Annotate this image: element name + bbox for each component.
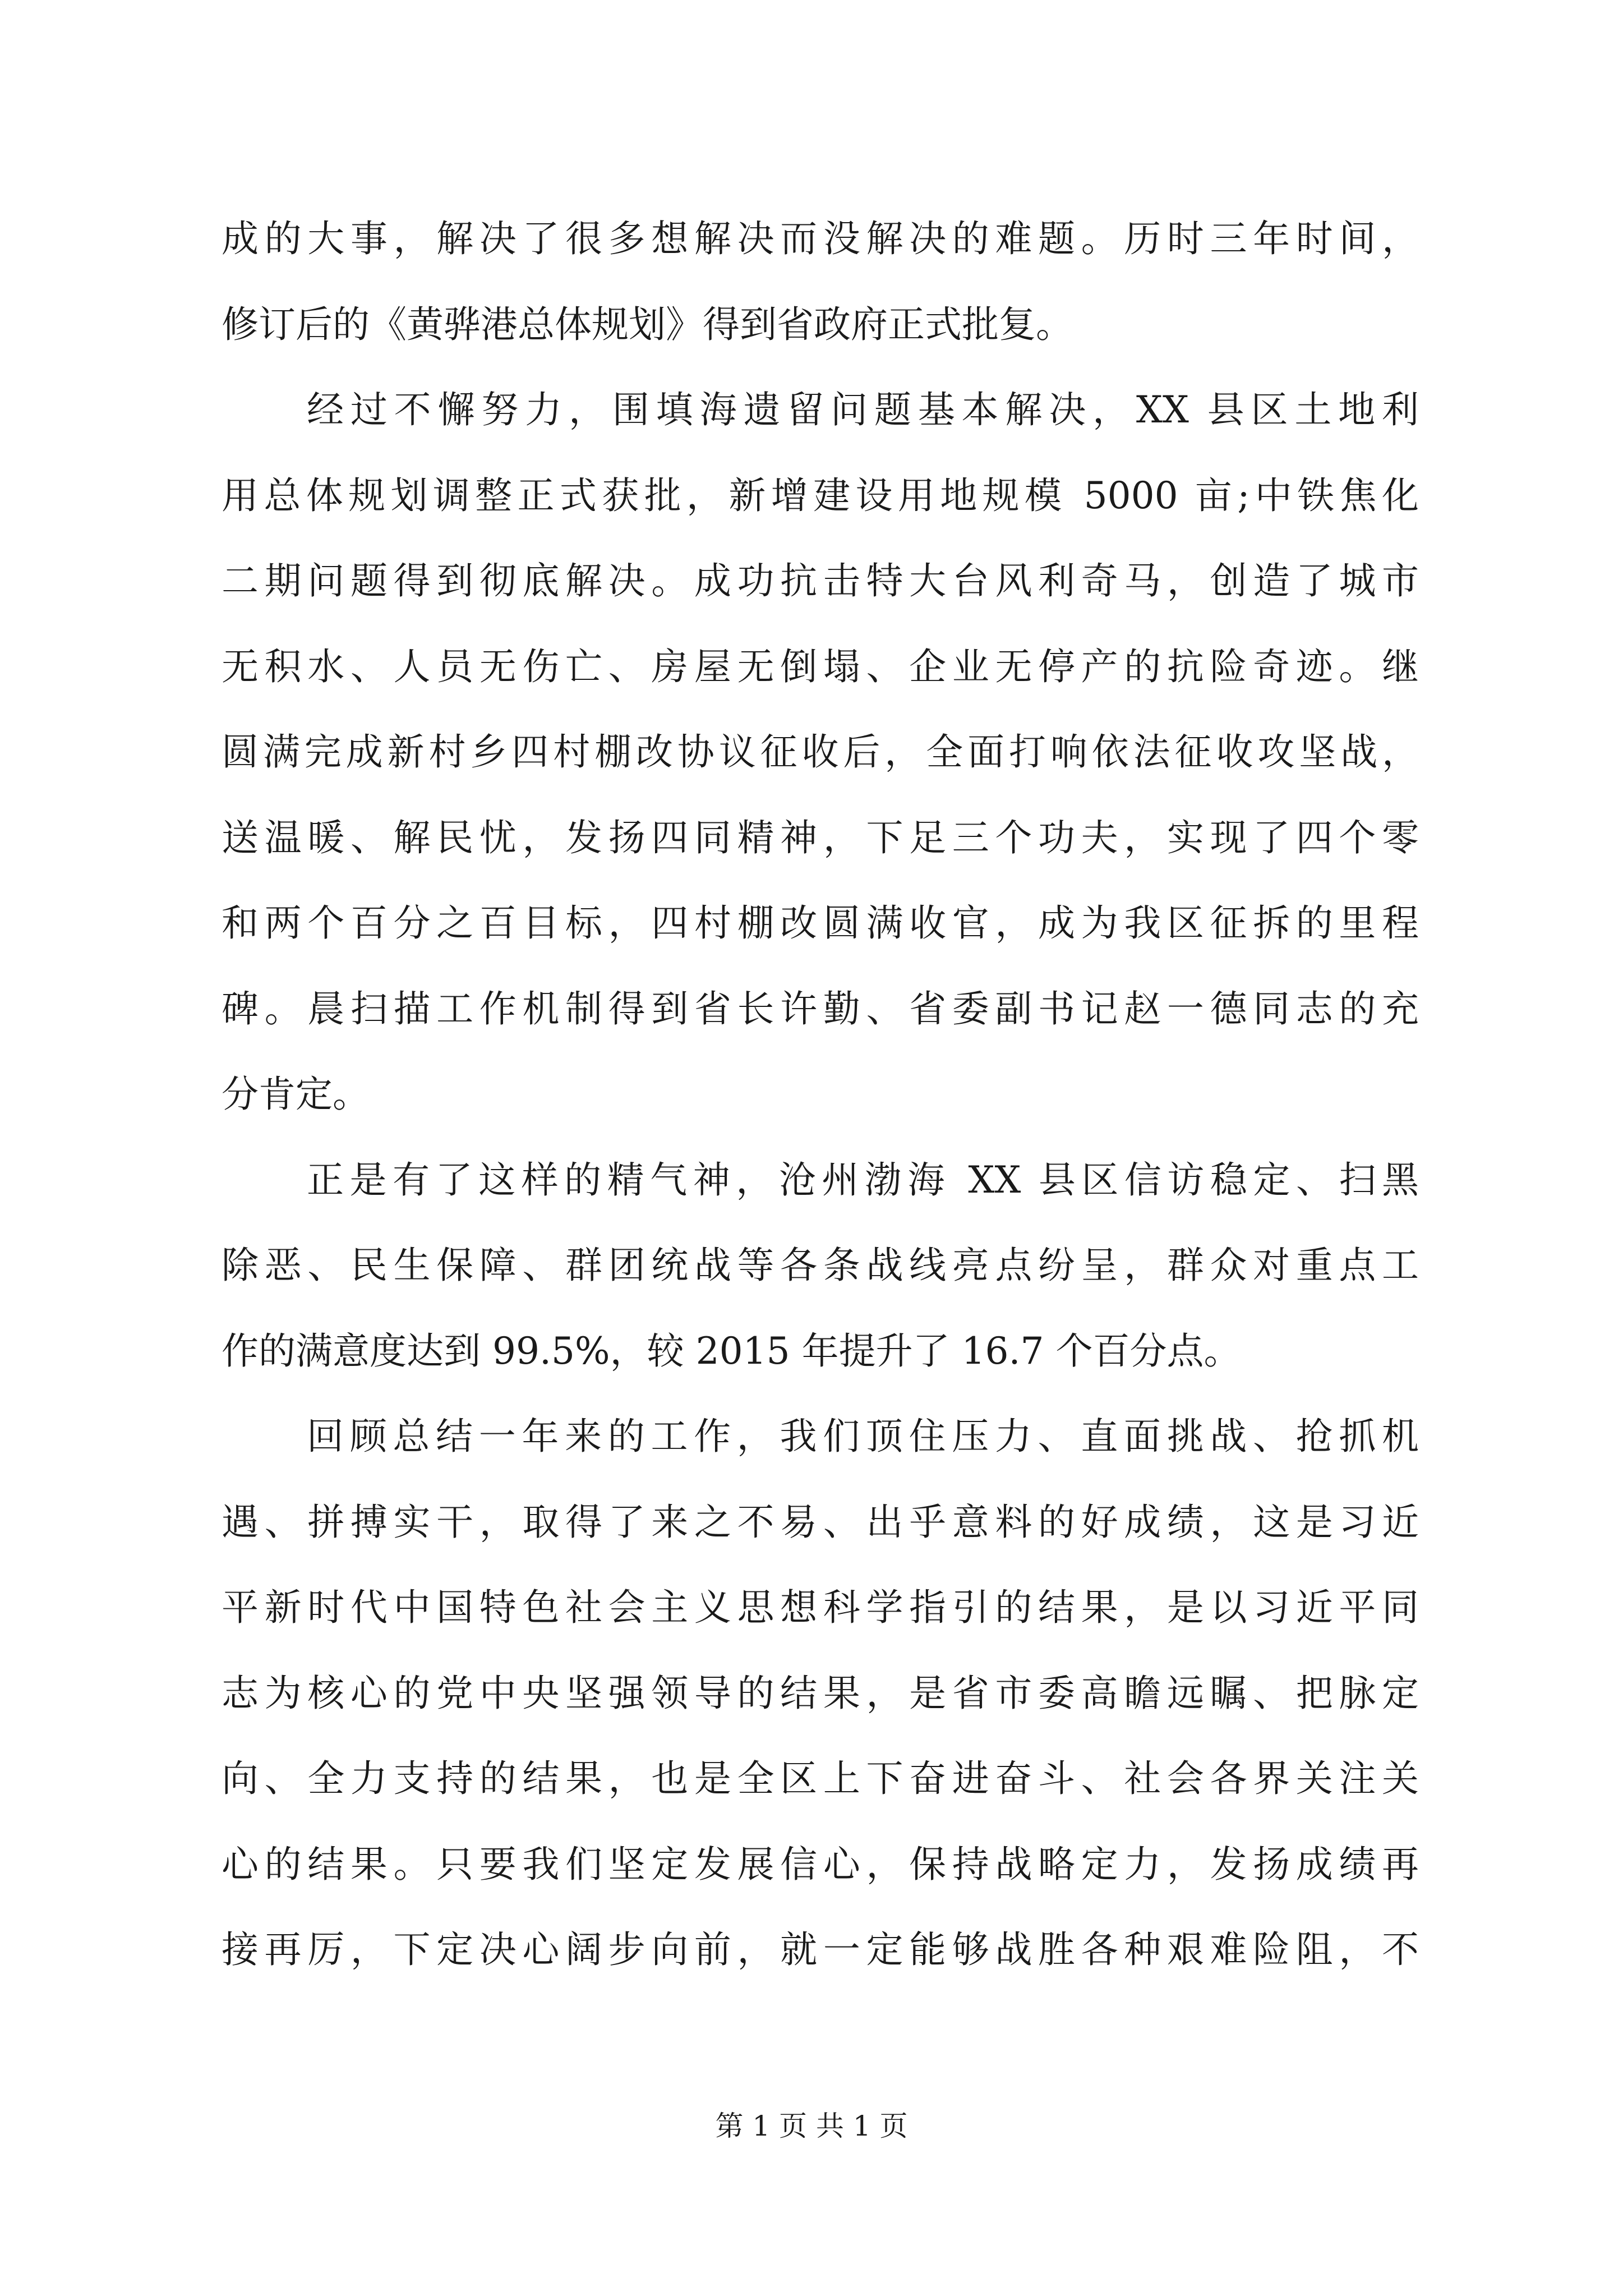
paragraph-start-line: 经过不懈努力，围填海遗留问题基本解决，XX 县区土地利 (307, 388, 1419, 431)
text-line: 和两个百分之百目标，四村棚改圆满收官，成为我区征拆的里程 (222, 901, 1419, 945)
page-footer: 第 1 页 共 1 页 (715, 2110, 908, 2142)
text-line: 分肯定。 (222, 1073, 370, 1116)
text-line: 无积水、人员无伤亡、房屋无倒塌、企业无停产的抗险奇迹。继 (222, 645, 1419, 688)
text-line: 二期问题得到彻底解决。成功抗击特大台风利奇马，创造了城市 (222, 559, 1419, 602)
paragraph-start-line: 回顾总结一年来的工作，我们顶住压力、直面挑战、抢抓机 (307, 1415, 1419, 1458)
paragraph-start-line: 正是有了这样的精气神，沧州渤海 XX 县区信访稳定、扫黑 (307, 1158, 1419, 1202)
text-line: 接再厉，下定决心阔步向前，就一定能够战胜各种艰难险阻，不 (222, 1928, 1419, 1971)
text-line: 修订后的《黄骅港总体规划》得到省政府正式批复。 (222, 302, 1073, 346)
text-line: 除恶、民生保障、群团统战等各条战线亮点纷呈，群众对重点工 (222, 1244, 1419, 1287)
text-line: 心的结果。只要我们坚定发展信心，保持战略定力，发扬成绩再 (222, 1842, 1419, 1886)
text-line: 用总体规划调整正式获批，新增建设用地规模 5000 亩;中铁焦化 (222, 473, 1419, 517)
text-line: 向、全力支持的结果，也是全区上下奋进奋斗、社会各界关注关 (222, 1757, 1419, 1800)
document-body (222, 196, 1419, 1993)
text-line: 平新时代中国特色社会主义思想科学指引的结果，是以习近平同 (222, 1586, 1419, 1629)
text-line: 志为核心的党中央坚强领导的结果，是省市委高瞻远瞩、把脉定 (222, 1671, 1419, 1715)
text-line: 碑。晨扫描工作机制得到省长许勤、省委副书记赵一德同志的充 (222, 987, 1419, 1030)
text-line: 成的大事，解决了很多想解决而没解决的难题。历时三年时间， (222, 217, 1419, 260)
text-line: 作的满意度达到 99.5%，较 2015 年提升了 16.7 个百分点。 (222, 1329, 1241, 1373)
text-line: 遇、拼搏实干，取得了来之不易、出乎意料的好成绩，这是习近 (222, 1500, 1419, 1544)
text-line: 送温暖、解民忧，发扬四同精神，下足三个功夫，实现了四个零 (222, 816, 1419, 859)
text-line: 圆满完成新村乡四村棚改协议征收后，全面打响依法征收攻坚战， (222, 730, 1419, 774)
